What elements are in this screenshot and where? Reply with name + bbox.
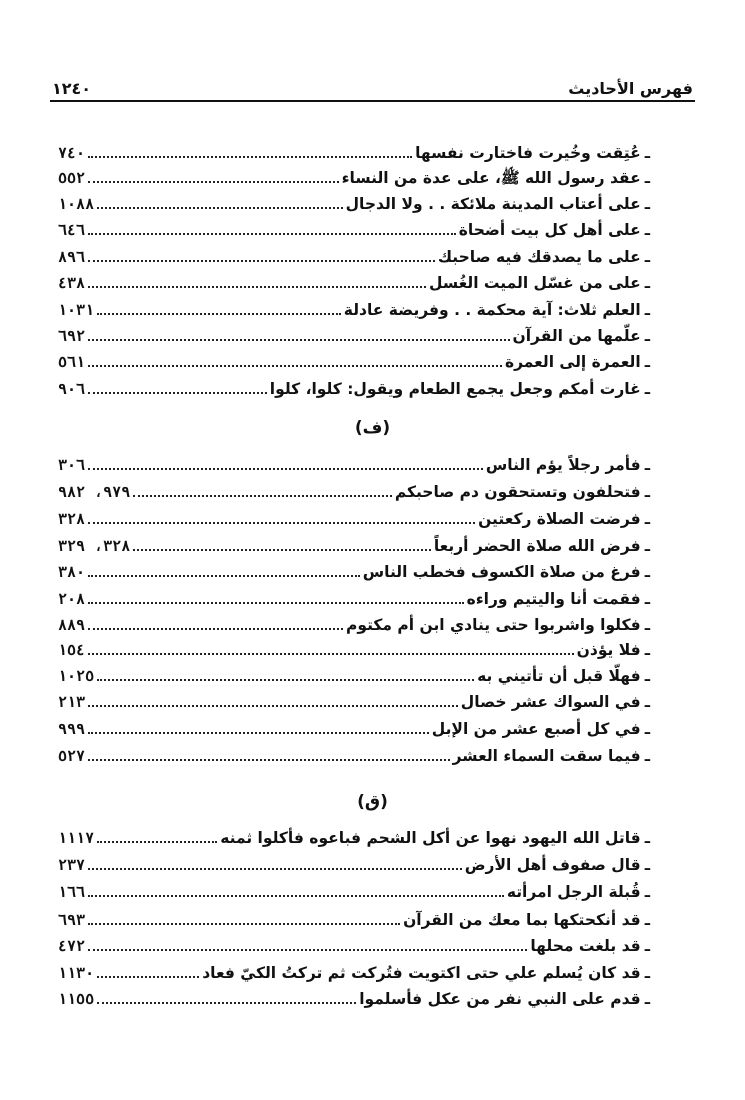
running-head-title: فهرس الأحاديث bbox=[568, 79, 693, 98]
index-entry bbox=[58, 715, 650, 741]
hadith-text: قد كان يُسلم علي حتى اكتويت فتُركت ثم تركتُ الكيّ فعاد bbox=[202, 964, 641, 982]
entry-dash: ـ bbox=[644, 641, 650, 659]
index-entry bbox=[58, 742, 650, 768]
entry-dash: ـ bbox=[644, 221, 650, 239]
page-ref: ٨٨٩ bbox=[58, 616, 86, 634]
leader-dots bbox=[88, 468, 483, 470]
entry-dash: ـ bbox=[644, 883, 650, 901]
index-entry bbox=[58, 662, 650, 688]
hadith-text: على من غسّل الميت الغُسل bbox=[429, 274, 641, 292]
page-ref: ١٥٤ bbox=[58, 641, 86, 659]
hadith-text: قُبلة الرجل امرأته bbox=[506, 883, 641, 901]
leader-dots bbox=[88, 575, 360, 577]
leader-dots bbox=[133, 549, 431, 551]
hadith-text: قدم على النبي نفر من عكل فأسلموا bbox=[359, 990, 641, 1008]
page-ref: ٨٩٦ bbox=[58, 248, 86, 266]
index-entry bbox=[58, 296, 650, 322]
index-entry bbox=[58, 959, 650, 985]
leader-dots bbox=[88, 868, 462, 870]
entry-dash: ـ bbox=[644, 693, 650, 711]
page-ref: ٤٧٢ bbox=[58, 937, 86, 955]
hadith-text: فهلّا قبل أن تأتيني به bbox=[477, 667, 641, 685]
hadith-text: قال صفوف أهل الأرض bbox=[464, 856, 641, 874]
leader-dots bbox=[88, 260, 435, 262]
index-entry bbox=[58, 375, 650, 401]
page-ref: ١١٣٠ bbox=[58, 964, 95, 982]
index-entry bbox=[58, 478, 650, 504]
entry-dash: ـ bbox=[644, 380, 650, 398]
index-entry bbox=[58, 348, 650, 374]
hadith-text: علّمها من القرآن bbox=[512, 327, 641, 345]
hadith-text: فرض الله صلاة الحضر أربعاً bbox=[433, 537, 641, 555]
leader-dots bbox=[97, 976, 199, 978]
index-entry bbox=[58, 985, 650, 1011]
entry-dash: ـ bbox=[644, 274, 650, 292]
index-entry bbox=[58, 243, 650, 269]
page-ref: ١٠٨٨ bbox=[58, 195, 95, 213]
entry-dash: ـ bbox=[644, 353, 650, 371]
hadith-text: فأمر رجلاً يؤم الناس bbox=[485, 456, 641, 474]
entry-dash: ـ bbox=[644, 829, 650, 847]
entry-dash: ـ bbox=[644, 169, 650, 187]
leader-dots bbox=[88, 181, 339, 183]
page-ref: ٩٩٩ bbox=[58, 720, 86, 738]
index-entry bbox=[58, 824, 650, 850]
index-entry bbox=[58, 585, 650, 611]
entry-dash: ـ bbox=[644, 616, 650, 634]
page-ref: ٦٩٣ bbox=[58, 911, 86, 929]
entry-dash: ـ bbox=[644, 510, 650, 528]
hadith-text: عقد رسول الله ﷺ، على عدة من النساء bbox=[341, 169, 641, 187]
leader-dots bbox=[88, 628, 343, 630]
leader-dots bbox=[88, 392, 267, 394]
index-entry bbox=[58, 851, 650, 877]
hadith-text: في كل أصبع عشر من الإبل bbox=[431, 720, 641, 738]
entry-dash: ـ bbox=[644, 964, 650, 982]
page-ref: ٥٥٢ bbox=[58, 169, 86, 187]
hadith-text: فكلوا واشربوا حتى ينادي ابن أم مكتوم bbox=[346, 616, 641, 634]
leader-dots bbox=[88, 949, 527, 951]
entry-dash: ـ bbox=[644, 856, 650, 874]
entry-dash: ـ bbox=[644, 483, 650, 501]
page-ref: ١١١٧ bbox=[58, 829, 95, 847]
page-number: ١٢٤٠ bbox=[52, 79, 92, 98]
hadith-text: على ما يصدقك فيه صاحبك bbox=[437, 248, 641, 266]
hadith-text: قد بلغت محلها bbox=[530, 937, 641, 955]
leader-dots bbox=[88, 233, 456, 235]
entry-dash: ـ bbox=[644, 911, 650, 929]
page-ref: ٥٢٧ bbox=[58, 747, 86, 765]
hadith-text: عُتِقت وخُيرت فاختارت نفسها bbox=[415, 144, 641, 162]
page-ref: ٦٩٢ bbox=[58, 327, 86, 345]
leader-dots bbox=[88, 339, 509, 341]
leader-dots bbox=[97, 841, 217, 843]
hadith-text: غارت أمكم وجعل يجمع الطعام ويقول: كلوا، كلوا bbox=[269, 380, 641, 398]
header-rule bbox=[50, 100, 695, 102]
hadith-text: على أهل كل بيت أضحاة bbox=[458, 221, 641, 239]
entry-dash: ـ bbox=[644, 537, 650, 555]
index-entry bbox=[58, 558, 650, 584]
hadith-text: فرضت الصلاة ركعتين bbox=[478, 510, 641, 528]
page-ref: ١٠٣١ bbox=[58, 301, 95, 319]
page-ref: ٥٦١ bbox=[58, 353, 86, 371]
hadith-text: العمرة إلى العمرة bbox=[504, 353, 641, 371]
index-entry bbox=[58, 688, 650, 714]
page-ref: ٣٢٨ bbox=[58, 510, 86, 528]
entry-dash: ـ bbox=[644, 747, 650, 765]
index-entry bbox=[58, 932, 650, 958]
leader-dots bbox=[88, 705, 458, 707]
hadith-text: العلم ثلاث: آية محكمة . . وفريضة عادلة bbox=[343, 301, 641, 319]
entry-dash: ـ bbox=[644, 590, 650, 608]
entry-dash: ـ bbox=[644, 144, 650, 162]
index-entry bbox=[58, 636, 650, 662]
page-ref: ٢١٣ bbox=[58, 693, 86, 711]
page-ref: ٦٤٦ bbox=[58, 221, 86, 239]
leader-dots bbox=[88, 522, 475, 524]
leader-dots bbox=[97, 313, 341, 315]
leader-dots bbox=[88, 895, 504, 897]
page-ref: ١٦٦ bbox=[58, 883, 86, 901]
entry-dash: ـ bbox=[644, 990, 650, 1008]
index-entry bbox=[58, 190, 650, 216]
page-ref: ٣٢٨، ٣٢٩ bbox=[58, 537, 131, 555]
hadith-text: في السواك عشر خصال bbox=[460, 693, 641, 711]
index-entry bbox=[58, 906, 650, 932]
index-entry bbox=[58, 505, 650, 531]
index-entry bbox=[58, 878, 650, 904]
hadith-text: فرغ من صلاة الكسوف فخطب الناس bbox=[362, 563, 641, 581]
index-entry bbox=[58, 269, 650, 295]
page-ref: ٣٠٦ bbox=[58, 456, 86, 474]
entry-dash: ـ bbox=[644, 456, 650, 474]
index-entry bbox=[58, 139, 650, 165]
entry-dash: ـ bbox=[644, 301, 650, 319]
entry-dash: ـ bbox=[644, 248, 650, 266]
leader-dots bbox=[88, 732, 429, 734]
leader-dots bbox=[88, 653, 574, 655]
page-ref: ٩٠٦ bbox=[58, 380, 86, 398]
entry-dash: ـ bbox=[644, 667, 650, 685]
running-head bbox=[52, 68, 693, 98]
leader-dots bbox=[88, 923, 400, 925]
hadith-text: فقمت أنا واليتيم وراءه bbox=[466, 590, 641, 608]
page-ref: ١٠٢٥ bbox=[58, 667, 95, 685]
index-entry bbox=[58, 611, 650, 637]
entry-dash: ـ bbox=[644, 195, 650, 213]
page-ref: ٣٨٠ bbox=[58, 563, 86, 581]
leader-dots bbox=[97, 1002, 356, 1004]
entry-dash: ـ bbox=[644, 720, 650, 738]
hadith-text: فتحلفون وتستحقون دم صاحبكم bbox=[394, 483, 641, 501]
leader-dots bbox=[88, 365, 502, 367]
hadith-text: قد أنكحتكها بما معك من القرآن bbox=[403, 911, 641, 929]
hadith-text: فيما سقت السماء العشر bbox=[452, 747, 641, 765]
leader-dots bbox=[88, 286, 426, 288]
index-entry bbox=[58, 532, 650, 558]
index-entry bbox=[58, 216, 650, 242]
leader-dots bbox=[88, 759, 450, 761]
leader-dots bbox=[88, 156, 412, 158]
hadith-text: قاتل الله اليهود نهوا عن أكل الشحم فباعوه فأكلوا ثمنه bbox=[220, 829, 641, 847]
page-ref: ٩٧٩، ٩٨٢ bbox=[58, 483, 131, 501]
hadith-text: فلا يؤذن bbox=[576, 641, 641, 659]
index-entry bbox=[58, 451, 650, 477]
leader-dots bbox=[88, 602, 463, 604]
entry-dash: ـ bbox=[644, 937, 650, 955]
leader-dots bbox=[133, 495, 392, 497]
index-entry bbox=[58, 164, 650, 190]
page-ref: ٢٠٨ bbox=[58, 590, 86, 608]
section-heading-qaf: (ق) bbox=[357, 792, 388, 812]
page-ref: ٤٣٨ bbox=[58, 274, 86, 292]
page-ref: ١١٥٥ bbox=[58, 990, 95, 1008]
hadith-text: على أعتاب المدينة ملائكة . . ولا الدجال bbox=[345, 195, 641, 213]
leader-dots bbox=[97, 207, 342, 209]
page-ref: ٢٣٧ bbox=[58, 856, 86, 874]
section-heading-fa: (ف) bbox=[354, 418, 391, 438]
entry-dash: ـ bbox=[644, 563, 650, 581]
index-entry bbox=[58, 322, 650, 348]
leader-dots bbox=[97, 679, 474, 681]
entry-dash: ـ bbox=[644, 327, 650, 345]
page-ref: ٧٤٠ bbox=[58, 144, 86, 162]
